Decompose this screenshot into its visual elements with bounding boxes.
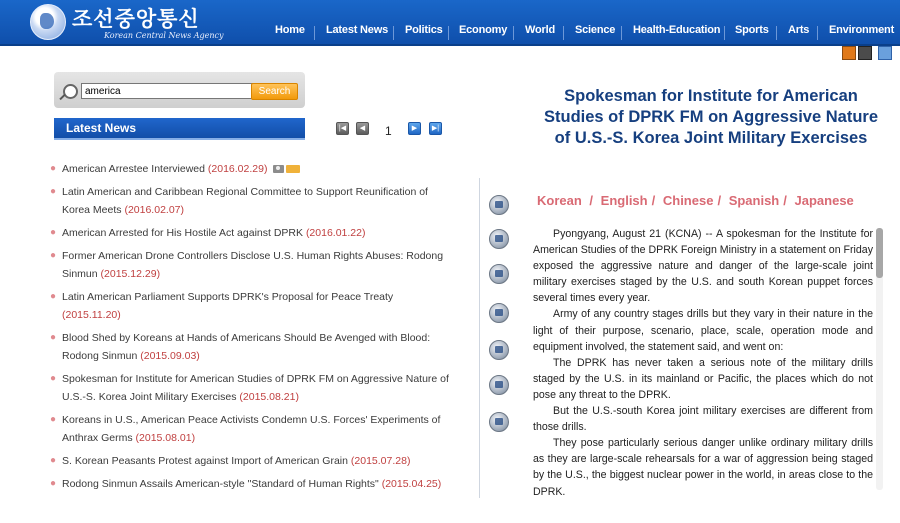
- bullet-icon: ●: [50, 250, 57, 261]
- audio-icon[interactable]: [489, 303, 509, 323]
- list-item[interactable]: [50, 411, 450, 447]
- search-box: [54, 72, 305, 108]
- article-paragraph: The DPRK has never taken a serious note of the military drills staged by the U.S. in its mainland or Pacific, the places which do not pose any threat to the DPRK.: [533, 356, 873, 401]
- news-date: (2016.02.29): [207, 163, 268, 175]
- bullet-icon: ●: [50, 373, 57, 384]
- nav-politics[interactable]: Politics: [405, 24, 443, 36]
- list-item[interactable]: [50, 288, 450, 324]
- news-date: (2016.02.07): [124, 204, 184, 216]
- nav-divider: [724, 26, 725, 40]
- news-title[interactable]: American Arrestee Interviewed: [62, 163, 205, 175]
- news-title[interactable]: Rodong Sinmun Assails American-style "Standard of Human Rights": [62, 478, 379, 490]
- bullet-icon: ●: [50, 414, 57, 425]
- news-list: [50, 160, 450, 493]
- bullet-icon: ●: [50, 163, 57, 174]
- back-icon[interactable]: [489, 412, 509, 432]
- nav-environment[interactable]: Environment: [829, 24, 895, 36]
- bullet-icon: ●: [50, 332, 57, 343]
- search-input[interactable]: [81, 83, 279, 99]
- bullet-icon: ●: [50, 478, 57, 489]
- logo-title: 조선중앙통신: [72, 6, 200, 31]
- article-title: Spokesman for Institute for American Studies of DPRK FM on Aggressive Nature of U.S.-S. Korea Joint Military Exercises: [543, 87, 879, 147]
- nav-divider: [314, 26, 315, 40]
- logo-subtitle: Korean Central News Agency: [104, 31, 224, 40]
- news-title[interactable]: Latin American and Caribbean Regional Committee to Support Reunification of Korea Meets: [62, 186, 428, 216]
- news-date: (2015.08.01): [135, 432, 196, 444]
- kcna-logo[interactable]: [30, 3, 250, 41]
- news-date: (2015.11.20): [62, 309, 121, 321]
- lang-japanese[interactable]: Japanese: [794, 193, 854, 208]
- nav-divider: [563, 26, 564, 40]
- next-page-icon[interactable]: ▶: [408, 122, 421, 135]
- article-paragraph: Army of any country stages drills but they vary in their nature in the light of their purpose, scenario, place, scale, operation mode and equipment involved, the statement said, and went on:: [533, 308, 873, 353]
- article-body[interactable]: [533, 226, 873, 498]
- search-icon: [63, 84, 78, 99]
- globe-emblem-icon: [30, 4, 66, 40]
- list-item[interactable]: [50, 370, 450, 406]
- nav-divider: [621, 26, 622, 40]
- lang-separator: /: [585, 193, 594, 208]
- list-item[interactable]: [50, 183, 450, 219]
- news-title[interactable]: Latin American Parliament Supports DPRK's Proposal for Peace Treaty: [62, 291, 394, 303]
- video-icon: [286, 165, 300, 173]
- news-date: (2015.12.29): [100, 268, 161, 280]
- search-button[interactable]: Search: [251, 83, 298, 100]
- bullet-icon: ●: [50, 455, 57, 466]
- camera-icon: [273, 165, 284, 173]
- lang-separator: /: [651, 193, 656, 208]
- lang-english[interactable]: English: [600, 193, 648, 208]
- nav-divider: [513, 26, 514, 40]
- prev-page-icon[interactable]: ◀: [356, 122, 369, 135]
- list-item[interactable]: [50, 247, 450, 283]
- article-paragraph: Pyongyang, August 21 (KCNA) -- A spokesman for the Institute for American Studies of the DPRK Foreign Ministry in a statement on Friday exposed the aggressive nature and danger of the large-scale joint military exercises staged by the U.S. and south Korean puppet forces several times every year.: [533, 228, 873, 305]
- nav-home[interactable]: Home: [275, 24, 305, 36]
- news-title[interactable]: Koreans in U.S., American Peace Activists Condemn U.S. Forces' Experiments of Anthrax Germs: [62, 414, 441, 444]
- news-title[interactable]: Blood Shed by Koreans at Hands of Americans Should Be Avenged with Blood: Rodong Sinmun: [62, 332, 431, 362]
- font-size-icon[interactable]: [878, 46, 892, 60]
- current-page: 1: [385, 124, 392, 138]
- user-icon[interactable]: [489, 375, 509, 395]
- nav-economy[interactable]: Economy: [459, 24, 508, 36]
- bullet-icon: ●: [50, 186, 57, 197]
- lang-korean[interactable]: Korean: [537, 193, 582, 208]
- nav-divider: [776, 26, 777, 40]
- news-title[interactable]: American Arrested for His Hostile Act against DPRK: [62, 227, 304, 239]
- nav-arts[interactable]: Arts: [788, 24, 810, 36]
- latest-news-heading: Latest News: [54, 118, 305, 140]
- nav-divider: [817, 26, 818, 40]
- list-item[interactable]: [50, 329, 450, 365]
- article-paragraph: They pose particularly serious danger unlike ordinary military drills as they are large-scale rehearsals for a war of aggression being staged by the U.S., the biggest nuclear power in the world, in areas close to the DPRK.: [533, 437, 873, 498]
- photo-icon[interactable]: [489, 229, 509, 249]
- lang-spanish[interactable]: Spanish: [728, 193, 780, 208]
- scrollbar-thumb[interactable]: [876, 228, 883, 278]
- news-title[interactable]: Former American Drone Controllers Disclose U.S. Human Rights Abuses: Rodong Sinmun: [62, 250, 444, 280]
- nav-world[interactable]: World: [525, 24, 555, 36]
- last-page-icon[interactable]: ▶|: [429, 122, 442, 135]
- article-side-toolbar: [479, 178, 518, 498]
- top-header: [0, 0, 900, 46]
- tool-icons: [838, 46, 900, 60]
- video-icon[interactable]: [489, 264, 509, 284]
- list-item[interactable]: [50, 224, 450, 242]
- news-date: (2015.08.21): [239, 391, 299, 403]
- news-title[interactable]: Spokesman for Institute for American Studies of DPRK FM on Aggressive Nature of U.S.-S. Korea Joint Military Exercises: [62, 373, 449, 403]
- list-item[interactable]: [50, 475, 450, 493]
- language-bar: [537, 193, 882, 211]
- nav-sports[interactable]: Sports: [735, 24, 769, 36]
- nav-health-education[interactable]: Health-Education: [633, 24, 721, 36]
- article-scrollbar[interactable]: [876, 228, 883, 490]
- email-icon[interactable]: [489, 340, 509, 360]
- lang-separator: /: [783, 193, 787, 208]
- article-paragraph: But the U.S.-south Korea joint military exercises are different from those drills.: [533, 405, 873, 434]
- nav-divider: [448, 26, 449, 40]
- nav-science[interactable]: Science: [575, 24, 616, 36]
- news-date: (2015.07.28): [350, 455, 411, 467]
- lang-chinese[interactable]: Chinese: [662, 193, 714, 208]
- list-item[interactable]: [50, 160, 450, 178]
- print-icon[interactable]: [489, 195, 509, 215]
- print-icon[interactable]: [842, 46, 856, 60]
- video-icon[interactable]: [858, 46, 872, 60]
- news-date: (2015.09.03): [140, 350, 200, 362]
- news-title[interactable]: S. Korean Peasants Protest against Import of American Grain: [62, 455, 348, 467]
- news-date: (2016.01.22): [305, 227, 366, 239]
- bullet-icon: ●: [50, 291, 57, 302]
- bullet-icon: ●: [50, 227, 57, 238]
- nav-divider: [393, 26, 394, 40]
- news-date: (2015.04.25): [381, 478, 442, 490]
- list-item[interactable]: [50, 452, 450, 470]
- lang-separator: /: [717, 193, 722, 208]
- first-page-icon[interactable]: |◀: [336, 122, 349, 135]
- nav-latest-news[interactable]: Latest News: [326, 24, 388, 36]
